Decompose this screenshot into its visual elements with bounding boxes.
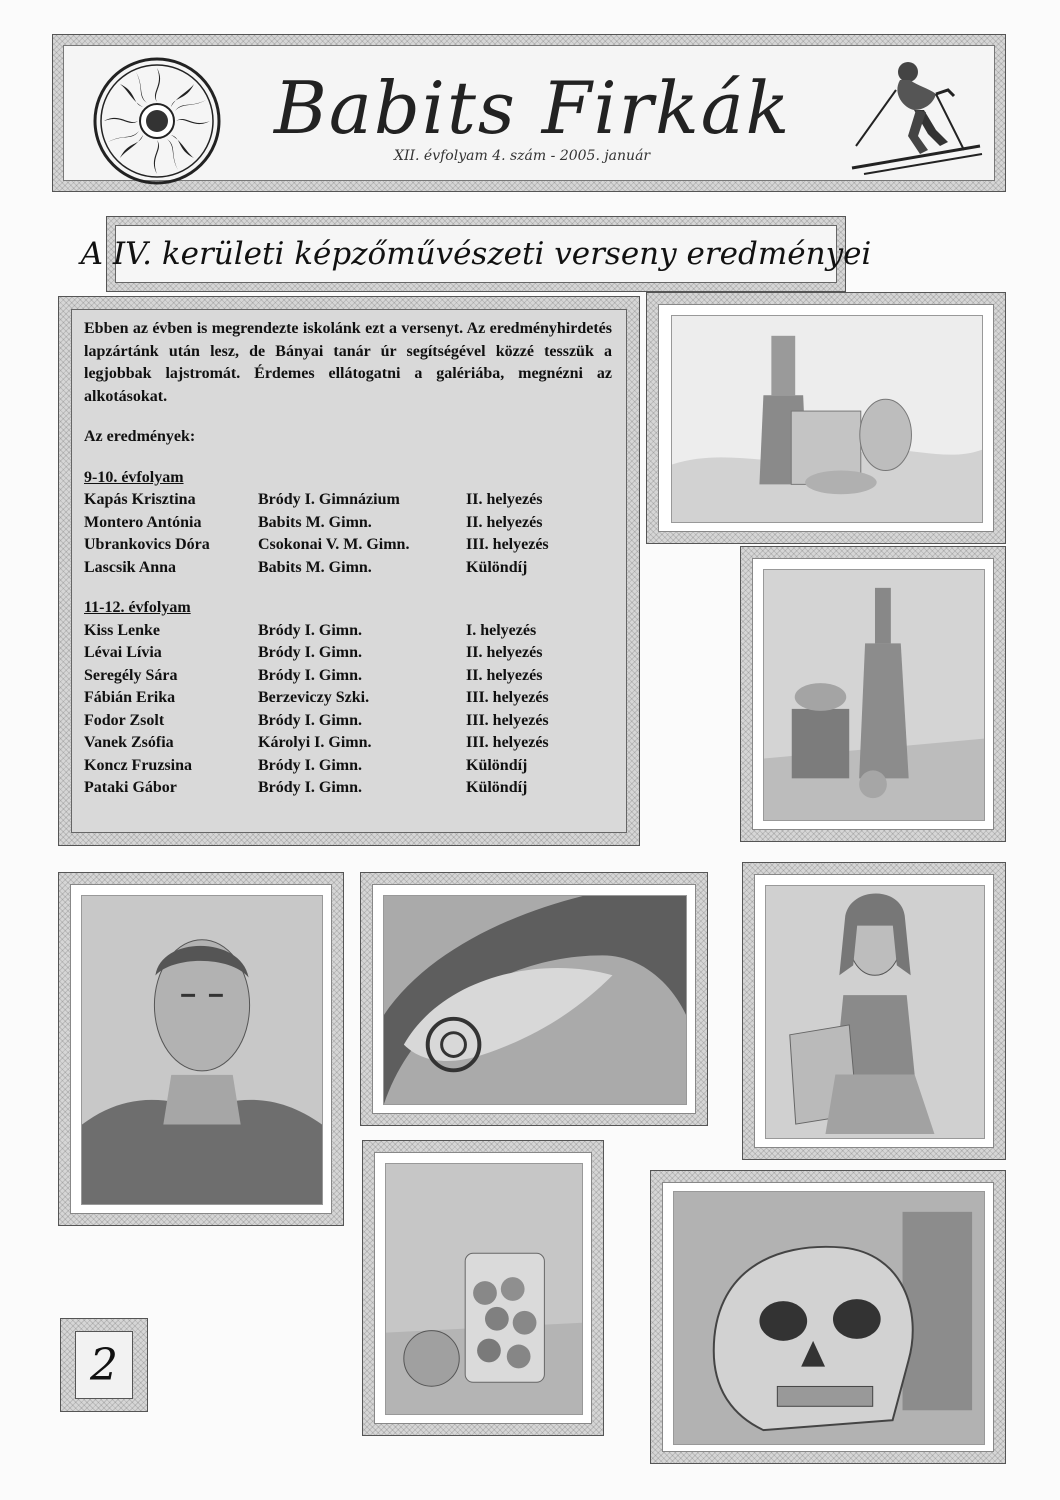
masthead (52, 34, 1006, 192)
artwork-skull (650, 1170, 1006, 1464)
group-title: 9-10. évfolyam (84, 468, 184, 486)
artwork-bottle-grinder (740, 546, 1006, 842)
table-row: Vanek Zsófia Károlyi I. Gimn. III. helyezés (84, 734, 549, 751)
results-table-11-12 (84, 620, 549, 800)
intro-paragraph: Ebben az évben is megrendezte iskolánk ezt a versenyt. Az eredményhirdetés lapzártánk után lesz, de Bányai tanár úr segítségével közzé tesszük a legjobbak lajstromát. Érdemes ellátogatni a galériába, megnézni az alkotásokat. (84, 320, 612, 405)
sun-logo-icon (92, 56, 222, 186)
artwork-abstract-spiral (360, 872, 708, 1126)
table-row: Kapás Krisztina Bródy I. Gimnázium II. helyezés (84, 491, 543, 508)
results-panel (58, 296, 640, 846)
artwork-still-life-bottle (646, 292, 1006, 544)
results-table-9-10 (84, 489, 549, 579)
group-title: 11-12. évfolyam (84, 599, 191, 616)
artwork-seated-girl (742, 862, 1006, 1160)
table-row: Seregély Sára Bródy I. Gimn. II. helyezés (84, 666, 543, 684)
table-row: Pataki Gábor Bródy I. Gimn. Különdíj (84, 779, 528, 796)
page-number: 2 (75, 1331, 133, 1399)
masthead-title: Babits Firkák (274, 66, 792, 150)
table-row: Fábián Erika Berzeviczy Szki. III. helyezés (84, 689, 549, 706)
table-row: Kiss Lenke Bródy I. Gimn. I. helyezés (84, 621, 537, 639)
table-row: Lascsik Anna Babits M. Gimn. Különdíj (84, 558, 528, 576)
skier-illustration-icon (844, 50, 984, 180)
artwork-jar-still-life (362, 1140, 604, 1436)
table-row: Ubrankovics Dóra Csokonai V. M. Gimn. III. helyezés (84, 536, 549, 553)
page-number-box (60, 1318, 148, 1412)
table-row: Lévai Lívia Bródy I. Gimn. II. helyezés (84, 644, 543, 661)
artwork-portrait-man (58, 872, 344, 1226)
page-headline: A IV. kerületi képzőművészeti verseny eredményei (80, 236, 872, 272)
table-row: Montero Antónia Babits M. Gimn. II. helyezés (84, 513, 543, 531)
table-row: Fodor Zsolt Bródy I. Gimn. III. helyezés (84, 711, 549, 729)
table-row: Koncz Fruzsina Bródy I. Gimn. Különdíj (84, 756, 528, 774)
results-label: Az eredmények: (84, 428, 196, 445)
headline-box (80, 216, 872, 292)
masthead-issue: XII. évfolyam 4. szám - 2005. január (394, 148, 651, 164)
